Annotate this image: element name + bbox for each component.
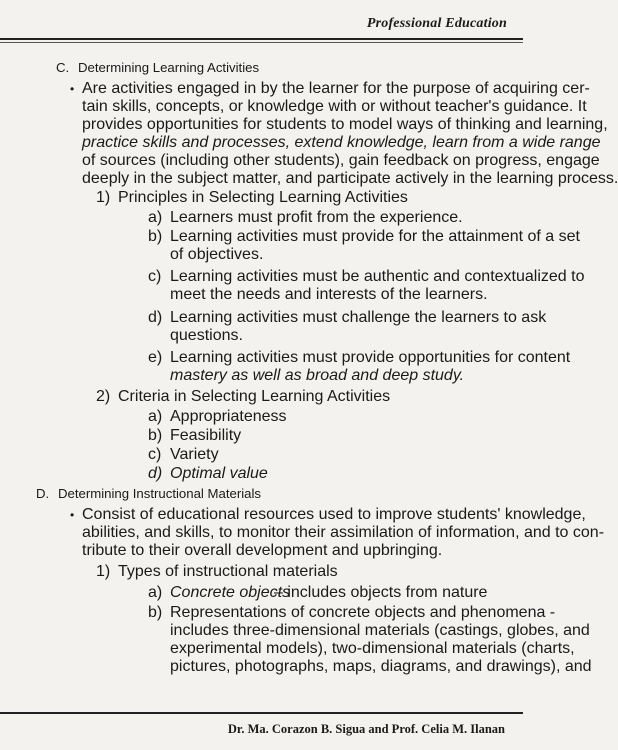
footer-rule xyxy=(0,712,523,714)
list-item-text: Learning activities must be authentic and contextualized to xyxy=(170,268,585,285)
section-d-desc-line: tribute to their overall development and upbringing. xyxy=(82,542,443,559)
list-item-text: Learning activities must provide for the attainment of a set xyxy=(170,228,580,245)
list-item-text: Appropriateness xyxy=(170,408,287,425)
list-item-text: mastery as well as broad and deep study. xyxy=(170,367,465,384)
list-item-text: Learners must profit from the experience. xyxy=(170,209,463,226)
subsection-number: 1) xyxy=(96,189,111,206)
list-item-label: a) xyxy=(148,408,163,425)
section-c-desc-line: provides opportunities for students to model ways of thinking and learning, xyxy=(82,116,608,133)
section-c-desc-line: tain skills, concepts, or knowledge with or without teacher's guidance. It xyxy=(82,98,587,115)
section-d-title: Determining Instructional Materials xyxy=(58,486,262,501)
list-item-text: Variety xyxy=(170,446,219,463)
header-rule-thin xyxy=(0,42,523,43)
list-item-label: d) xyxy=(148,309,163,326)
section-c-desc-line: practice skills and processes, extend knowledge, learn from a wide range xyxy=(82,134,601,151)
list-item-text: pictures, photographs, maps, diagrams, and drawings), and xyxy=(170,658,592,675)
list-item-text: of objectives. xyxy=(170,246,264,263)
section-d-desc-line: Consist of educational resources used to improve students' knowledge, xyxy=(82,506,586,523)
subsection-number: 1) xyxy=(96,563,111,580)
list-item-text: Learning activities must provide opportunities for content xyxy=(170,349,571,366)
list-item-label: b) xyxy=(148,604,163,621)
section-c-title: Determining Learning Activities xyxy=(78,60,260,75)
list-item-label: d) xyxy=(148,465,163,482)
list-item-text: questions. xyxy=(170,327,243,344)
footer-authors: Dr. Ma. Corazon B. Sigua and Prof. Celia M. Ilanan xyxy=(227,722,505,736)
list-item-text: includes three-dimensional materials (castings, globes, and xyxy=(170,622,590,639)
list-item-text: Feasibility xyxy=(170,427,242,444)
section-d-desc-line: abilities, and skills, to monitor their assimilation of information, and to con- xyxy=(82,524,605,541)
list-item-label: a) xyxy=(148,584,163,601)
section-c-desc-line: of sources (including other students), gain feedback on progress, engage xyxy=(82,152,600,169)
list-item-text: Optimal value xyxy=(170,465,268,482)
list-item-text: – includes objects from nature xyxy=(274,584,488,601)
list-item-label: b) xyxy=(148,228,163,245)
section-c-desc-line: Are activities engaged in by the learner for the purpose of acquiring cer- xyxy=(82,80,590,97)
subsection-number: 2) xyxy=(96,388,111,405)
section-c-label: C. xyxy=(56,60,70,75)
list-item-term: Concrete objects xyxy=(170,584,291,601)
list-item-label: b) xyxy=(148,427,163,444)
section-d-label: D. xyxy=(36,486,50,501)
bullet-icon: • xyxy=(70,82,75,96)
list-item-label: c) xyxy=(148,446,162,463)
list-item-text: Representations of concrete objects and phenomena - xyxy=(170,604,556,621)
list-item-label: c) xyxy=(148,268,162,285)
header-rule xyxy=(0,38,523,40)
section-c-desc-line: deeply in the subject matter, and participate actively in the learning process. xyxy=(82,170,618,187)
list-item-text: meet the needs and interests of the learners. xyxy=(170,286,488,303)
subsection-title: Types of instructional materials xyxy=(118,563,338,580)
subsection-title: Principles in Selecting Learning Activities xyxy=(118,189,408,206)
list-item-text: Learning activities must challenge the learners to ask xyxy=(170,309,547,326)
bullet-icon: • xyxy=(70,508,75,522)
list-item-text: experimental models), two-dimensional materials (charts, xyxy=(170,640,575,657)
subsection-title: Criteria in Selecting Learning Activities xyxy=(118,388,391,405)
list-item-label: e) xyxy=(148,349,163,366)
list-item-label: a) xyxy=(148,209,163,226)
running-header: Professional Education xyxy=(366,16,507,31)
